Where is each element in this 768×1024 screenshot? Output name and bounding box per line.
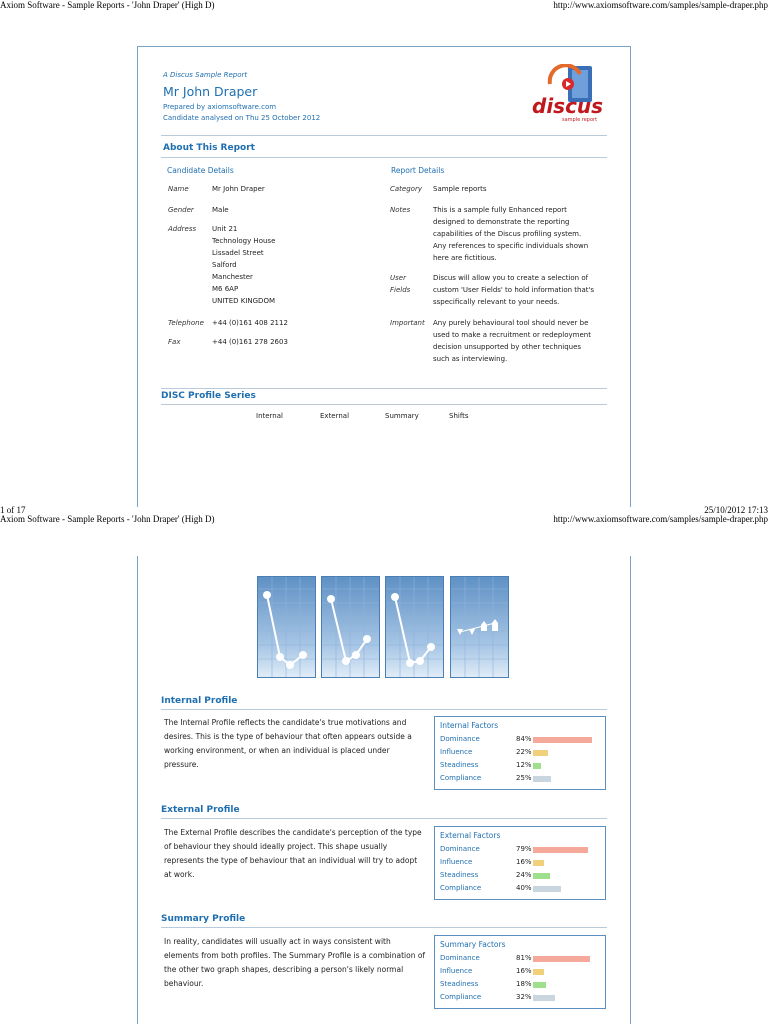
text-line: pressure.	[164, 760, 199, 769]
internal-divider	[161, 709, 607, 710]
internal-factors-box	[434, 716, 606, 790]
factor-name: Dominance	[440, 954, 480, 962]
shifts-graph	[450, 576, 509, 678]
notes-line: capabilities of the Discus profiling system.	[433, 230, 582, 238]
factor-row	[440, 954, 600, 966]
user-fields-line: Discus will allow you to create a selection of	[433, 274, 589, 282]
factor-name: Influence	[440, 748, 473, 756]
external-factors-box	[434, 826, 606, 900]
header-divider	[161, 135, 607, 136]
factor-row	[440, 980, 600, 992]
report-tag: A Discus Sample Report	[163, 71, 248, 79]
internal-graph-lines	[258, 577, 315, 677]
category-label: Category	[390, 185, 422, 193]
summary-profile-text	[164, 935, 425, 991]
factor-pct: 18%	[516, 980, 532, 988]
factor-pct: 22%	[516, 748, 532, 756]
factor-name: Dominance	[440, 735, 480, 743]
important-line: used to make a recruitment or redeployment	[433, 331, 591, 339]
address-line: Salford	[212, 261, 237, 269]
factor-bar	[533, 969, 544, 975]
candidate-details-title: Candidate Details	[167, 166, 234, 175]
address-line: Technology House	[212, 237, 276, 245]
factor-row	[440, 871, 600, 883]
factor-row	[440, 845, 600, 857]
address-line: Unit 21	[212, 225, 238, 233]
fax-label: Fax	[168, 338, 181, 346]
disc-divider	[161, 388, 607, 389]
text-line: the other two graph shapes, describing a person's likely normal	[164, 965, 404, 974]
telephone-value: +44 (0)161 408 2112	[212, 319, 288, 327]
factors-title: Internal Factors	[440, 721, 499, 730]
disc-divider-bottom	[161, 404, 607, 405]
print-header-title: Axiom Software - Sample Reports - 'John Draper' (High D)	[0, 0, 215, 10]
address-line: M6 6AP	[212, 285, 239, 293]
text-line: elements from both profiles. The Summary Profile is a combination of	[164, 951, 426, 960]
factor-name: Steadiness	[440, 761, 479, 769]
logo-subtext: sample report	[562, 117, 598, 123]
gender-label: Gender	[168, 206, 194, 214]
external-profile-title: External Profile	[161, 805, 240, 815]
page-count: 1 of 17	[0, 505, 26, 515]
factor-row	[440, 967, 600, 979]
important-line: Any purely behavioural tool should never be	[433, 319, 589, 327]
factor-bar	[533, 873, 550, 879]
external-graph-lines	[322, 577, 379, 677]
factor-pct: 25%	[516, 774, 532, 782]
factor-pct: 16%	[516, 858, 532, 866]
address-line: Manchester	[212, 273, 253, 281]
text-line: In reality, candidates will usually act in ways consistent with	[164, 937, 391, 946]
factor-bar	[533, 995, 555, 1001]
about-divider	[161, 157, 607, 158]
factor-name: Influence	[440, 858, 473, 866]
address-line: UNITED KINGDOM	[212, 297, 275, 305]
print-header-top	[0, 0, 768, 12]
factor-row	[440, 858, 600, 870]
factor-row	[440, 761, 600, 773]
notes-line: here are fictitious.	[433, 254, 497, 262]
external-graph	[321, 576, 380, 678]
text-line: The External Profile describes the candidate's perception of the type	[164, 828, 422, 837]
summary-graph-lines	[386, 577, 443, 677]
print-header-page2	[0, 514, 768, 526]
factor-name: Compliance	[440, 884, 482, 892]
factors-title: External Factors	[440, 831, 501, 840]
notes-line: Any references to specific individuals shown	[433, 242, 589, 250]
disc-column-shifts: Shifts	[449, 412, 469, 420]
gender-value: Male	[212, 206, 229, 214]
factor-row	[440, 884, 600, 896]
disc-column-external: External	[320, 412, 350, 420]
analysed-date: Candidate analysed on Thu 25 October 2012	[163, 114, 321, 122]
user-fields-line: sspecifically relevant to your needs.	[433, 298, 560, 306]
factor-name: Influence	[440, 967, 473, 975]
name-label: Name	[168, 185, 189, 193]
print-header-title: Axiom Software - Sample Reports - 'John Draper' (High D)	[0, 514, 215, 524]
disc-column-summary: Summary	[385, 412, 419, 420]
factor-row	[440, 993, 600, 1005]
print-header-url[interactable]: http://www.axiomsoftware.com/samples/sample-draper.php	[553, 514, 768, 524]
factor-name: Compliance	[440, 774, 482, 782]
report-details-title: Report Details	[391, 166, 445, 175]
category-value: Sample reports	[433, 185, 487, 193]
logo-wordmark: discus	[532, 94, 604, 118]
factor-bar	[533, 847, 588, 853]
shifts-graph-lines	[451, 577, 508, 677]
text-line: working environment, or when an individual is placed under	[164, 746, 390, 755]
print-header-url[interactable]: http://www.axiomsoftware.com/samples/sample-draper.php	[553, 0, 768, 10]
internal-graph	[257, 576, 316, 678]
notes-label: Notes	[390, 206, 411, 214]
factor-bar	[533, 776, 551, 782]
factors-title: Summary Factors	[440, 940, 506, 949]
name-value: Mr John Draper	[212, 185, 265, 193]
factor-bar	[533, 956, 590, 962]
factor-bar	[533, 982, 546, 988]
user-label: User	[390, 274, 406, 282]
notes-line: This is a sample fully Enhanced report	[433, 206, 567, 214]
factor-bar	[533, 763, 541, 769]
prepared-by: Prepared by axiomsoftware.com	[163, 103, 277, 111]
factor-pct: 81%	[516, 954, 532, 962]
text-line: desires. This is the type of behaviour that often appears outside a	[164, 732, 412, 741]
fields-label: Fields	[390, 286, 411, 294]
factor-row	[440, 735, 600, 747]
important-line: decision unsupported by other techniques	[433, 343, 582, 351]
factor-pct: 16%	[516, 967, 532, 975]
factor-bar	[533, 886, 561, 892]
factor-pct: 32%	[516, 993, 532, 1001]
address-label: Address	[168, 225, 197, 233]
candidate-name-title: Mr John Draper	[163, 84, 258, 99]
summary-graph	[385, 576, 444, 678]
text-line: at work.	[164, 870, 195, 879]
factor-pct: 84%	[516, 735, 532, 743]
factor-pct: 24%	[516, 871, 532, 879]
important-line: such as interviewing.	[433, 355, 508, 363]
factor-row	[440, 774, 600, 786]
text-line: of behaviour they should ideally project. This shape usually	[164, 842, 388, 851]
factor-name: Steadiness	[440, 871, 479, 879]
internal-profile-text	[164, 716, 412, 772]
user-fields-line: custom 'User Fields' to hold information that's	[433, 286, 595, 294]
disc-column-internal: Internal	[256, 412, 283, 420]
factor-bar	[533, 860, 544, 866]
telephone-label: Telephone	[168, 319, 204, 327]
text-line: The Internal Profile reflects the candidate's true motivations and	[164, 718, 407, 727]
important-label: Important	[390, 319, 425, 327]
external-profile-text	[164, 826, 422, 882]
summary-profile-title: Summary Profile	[161, 914, 246, 924]
external-divider	[161, 818, 607, 819]
summary-factors-box	[434, 935, 606, 1009]
factor-name: Compliance	[440, 993, 482, 1001]
discus-logo	[528, 64, 608, 126]
address-line: Lissadel Street	[212, 249, 264, 257]
disc-series-title: DISC Profile Series	[161, 391, 256, 401]
factor-name: Dominance	[440, 845, 480, 853]
factor-pct: 79%	[516, 845, 532, 853]
notes-line: designed to demonstrate the reporting	[433, 218, 570, 226]
factor-name: Steadiness	[440, 980, 479, 988]
text-line: represents the type of behaviour that an individual will try to adopt	[164, 856, 418, 865]
text-line: behaviour.	[164, 979, 204, 988]
about-title: About This Report	[163, 143, 255, 153]
factor-pct: 12%	[516, 761, 532, 769]
internal-profile-title: Internal Profile	[161, 696, 238, 706]
factor-row	[440, 748, 600, 760]
fax-value: +44 (0)161 278 2603	[212, 338, 288, 346]
summary-divider	[161, 927, 607, 928]
factor-bar	[533, 750, 548, 756]
print-date: 25/10/2012 17:13	[704, 505, 768, 515]
factor-bar	[533, 737, 592, 743]
factor-pct: 40%	[516, 884, 532, 892]
